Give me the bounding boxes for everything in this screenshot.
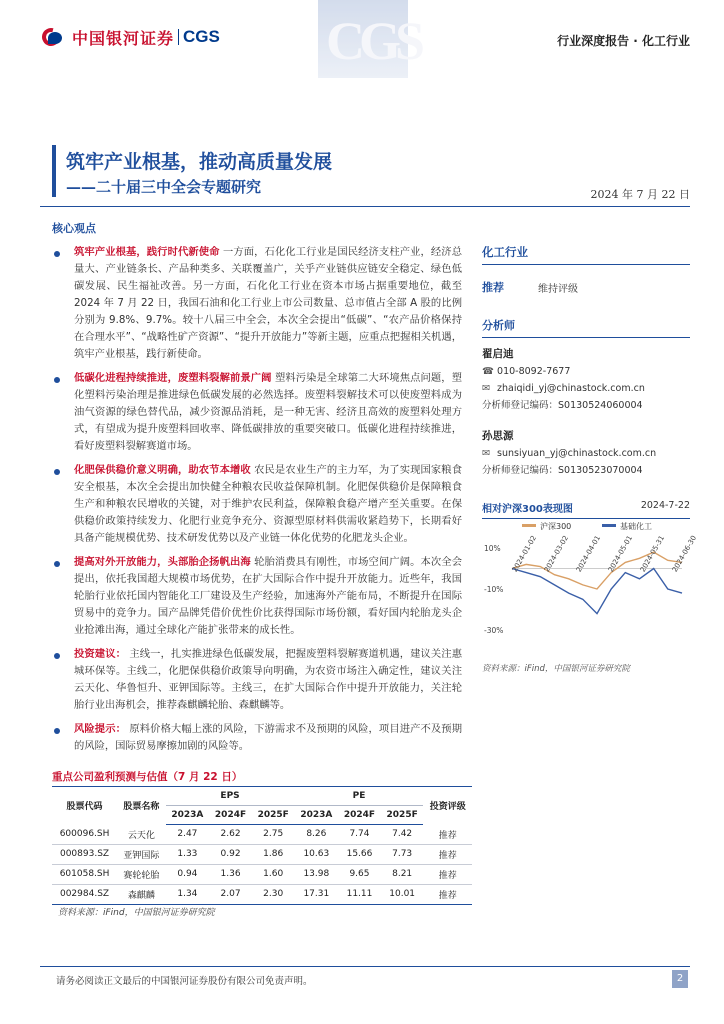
header-watermark — [318, 0, 420, 78]
analyst-name: 翟启迪 — [482, 348, 514, 360]
cell-pe: 8.21 — [381, 864, 424, 884]
cell-eps: 2.47 — [166, 825, 210, 845]
title-divider — [40, 206, 690, 207]
cell-eps: 1.60 — [252, 864, 295, 884]
cell-eps: 1.33 — [166, 844, 210, 864]
legend-swatch — [522, 524, 536, 527]
bullet-lead: 提高对外开放能力，头部胎企扬帆出海 — [74, 556, 251, 568]
watermark-text: CGS — [326, 11, 420, 71]
cell-eps: 1.86 — [252, 844, 295, 864]
mail-icon: ✉ — [482, 448, 490, 459]
earnings-forecast-table — [52, 786, 472, 905]
footer-divider — [40, 966, 690, 967]
bullet-text: 原料价格大幅上涨的风险，下游需求不及预期的风险，项目进产不及预期的风险，国际贸易摩擦加剧的风险等。 — [74, 723, 463, 752]
cell-code: 601058.SH — [52, 864, 117, 884]
legend-label: 基础化工 — [620, 522, 652, 531]
table-row — [52, 864, 472, 884]
bullet-lead: 筑牢产业根基，践行时代新使命 — [74, 246, 220, 258]
cell-pe: 17.31 — [295, 884, 339, 904]
cell-name: 森麒麟 — [117, 884, 165, 904]
cell-pe: 10.01 — [381, 884, 424, 904]
bullet-text: 轮胎消费具有刚性，市场空间广阔。本次全会提出，依托我国超大规模市场优势，在扩大国际合作中提升开放能力。近些年，我国轮胎行业依托国内智能化工厂建设及生产经验，加速海外产能布局，不断提升在国际贸易中的竞争力。国产品牌凭借价优性价比获得国际市场份额，看好国内轮胎龙头企业抢滩出海，通过全球化产能扩张带来的成长性。 — [74, 556, 462, 636]
analyst-email[interactable]: sunsiyuan_yj@chinastock.com.cn — [497, 448, 657, 459]
chart-source: 资料来源：iFind，中国银河证券研究院 — [482, 664, 630, 674]
col-header-pe: PE — [295, 787, 424, 806]
col-header-year: 2025F — [381, 806, 424, 825]
bullet-lead: 风险提示： — [74, 723, 126, 735]
legend-swatch — [602, 524, 616, 527]
cell-eps: 0.92 — [209, 844, 252, 864]
col-header-year: 2024F — [209, 806, 252, 825]
x-tick-label: 2024-05-01 — [606, 534, 635, 574]
bullet-lead: 化肥保供稳价意义明确，助农节本增收 — [74, 464, 251, 476]
col-header-year: 2024F — [338, 806, 381, 825]
analyst-phone-row — [482, 363, 690, 380]
cell-pe: 10.63 — [295, 844, 339, 864]
core-bullet — [52, 721, 462, 755]
col-header-year: 2023A — [166, 806, 210, 825]
report-title: 筑牢产业根基，推动高质量发展 — [66, 151, 333, 173]
report-type-label: 行业深度报告 · 化工行业 — [557, 34, 690, 48]
cell-code: 600096.SH — [52, 825, 117, 845]
rating-row — [482, 279, 690, 295]
table-heading: 重点公司盈利预测与估值（7 月 22 日） — [52, 771, 243, 783]
cell-eps: 1.34 — [166, 884, 210, 904]
analyst-phone: 010-8092-7677 — [497, 366, 571, 377]
cell-rating: 推荐 — [423, 825, 472, 845]
analyst-heading: 分析师 — [482, 317, 690, 338]
logo-divider — [178, 29, 179, 45]
core-bullet — [52, 370, 462, 455]
analyst-email-row — [482, 380, 690, 397]
cell-pe: 7.42 — [381, 825, 424, 845]
cell-eps: 2.62 — [209, 825, 252, 845]
cell-pe: 7.74 — [338, 825, 381, 845]
analyst-email[interactable]: zhaiqidi_yj@chinastock.com.cn — [497, 383, 645, 394]
page-number: 2 — [672, 970, 688, 988]
core-bullet — [52, 462, 462, 547]
cell-name: 云天化 — [117, 825, 165, 845]
sidebar — [482, 244, 690, 479]
cell-eps: 0.94 — [166, 864, 210, 884]
col-header-year: 2025F — [252, 806, 295, 825]
table-row — [52, 825, 472, 845]
analyst-cert: 分析师登记编码：S0130523070004 — [482, 465, 643, 476]
y-tick-label: -10% — [484, 585, 504, 594]
y-tick-label: -30% — [484, 626, 504, 635]
page-header — [0, 0, 724, 80]
bullet-text: 塑料污染是全球第二大环境焦点问题，塑化塑料污染治理是推进绿色低碳发展的必然选择。废塑料裂解技术可以使废塑料成为油气资源的绿色替代品，减少资源品消耗，是一种无害、经济且高效的废塑料处理方式，有望成为提升废塑料回收率、降低碳排放的重要突破口。低碳化进程持续推进，看好废塑料裂解赛道市场。 — [74, 372, 462, 452]
cell-eps: 2.30 — [252, 884, 295, 904]
cell-pe: 13.98 — [295, 864, 339, 884]
chart-date: 2024-7-22 — [640, 500, 690, 511]
title-accent-bar — [52, 145, 56, 197]
col-header-year: 2023A — [295, 806, 339, 825]
analyst-card — [482, 428, 690, 479]
phone-icon: ☎ — [482, 366, 494, 377]
analyst-cert: 分析师登记编码：S0130524060004 — [482, 400, 643, 411]
rating-value: 维持评级 — [538, 283, 578, 295]
cell-eps: 1.36 — [209, 864, 252, 884]
cell-eps: 2.07 — [209, 884, 252, 904]
relative-performance-chart — [482, 518, 699, 658]
report-date: 2024 年 7 月 22 日 — [590, 188, 690, 201]
analyst-email-row — [482, 445, 690, 462]
rating-label: 推荐 — [482, 281, 504, 294]
y-tick-label: 10% — [484, 544, 501, 553]
logo-chinese-text: 中国银河证券 — [72, 28, 175, 48]
cell-name: 亚钾国际 — [117, 844, 165, 864]
table-source: 资料来源：iFind，中国银河证券研究院 — [58, 908, 215, 918]
core-view-body — [52, 244, 462, 762]
cell-eps: 2.75 — [252, 825, 295, 845]
bullet-lead: 投资建议： — [74, 648, 126, 660]
cell-rating: 推荐 — [423, 844, 472, 864]
cell-rating: 推荐 — [423, 864, 472, 884]
chart-title: 相对沪深300表现图 — [482, 504, 573, 515]
x-tick-label: 2024-04-01 — [574, 534, 603, 574]
cell-pe: 11.11 — [338, 884, 381, 904]
cell-code: 002984.SZ — [52, 884, 117, 904]
analyst-name: 孙思源 — [482, 430, 514, 442]
x-tick-label: 2024-01-02 — [510, 534, 539, 574]
core-bullet — [52, 554, 462, 639]
table-row — [52, 884, 472, 904]
x-tick-label: 2024-06-30 — [670, 534, 699, 574]
col-header-eps: EPS — [166, 787, 295, 806]
x-tick-label: 2024-05-31 — [638, 534, 667, 574]
bullet-lead: 低碳化进程持续推进，废塑料裂解前景广阔 — [74, 372, 272, 384]
cell-pe: 7.73 — [381, 844, 424, 864]
col-header-name: 股票名称 — [117, 787, 165, 825]
cell-code: 000893.SZ — [52, 844, 117, 864]
series-line — [512, 569, 682, 614]
bullet-text: 一方面，石化化工行业是国民经济支柱产业，经济总量大、产业链条长、产品种类多、关联覆盖广，关乎产业链供应链安全稳定、绿色低碳发展、民生福祉改善。另一方面，石化化工行业在资本市场占据重要地位，截至 2024 年 7 月 22 日，我国石油和化工行业上市公司数量、总市值占全部 A 股的比例分别为 9.8%、9.7%。较十八届三中全会，本次全会提出“低碳”、“农产品价格保持在合理水平”、“战略性矿产资源”、“提升开放能力”等新主题，应重点把握相关机遇，筑牢产业根基，践行新使命。 — [74, 246, 463, 360]
industry-heading: 化工行业 — [482, 244, 690, 265]
cell-rating: 推荐 — [423, 884, 472, 904]
cell-pe: 15.66 — [338, 844, 381, 864]
legend-label: 沪深300 — [540, 522, 572, 531]
cell-name: 赛轮轮胎 — [117, 864, 165, 884]
core-bullet — [52, 244, 462, 363]
table-row — [52, 844, 472, 864]
report-subtitle: ——二十届三中全会专题研究 — [66, 178, 262, 196]
analyst-card — [482, 346, 690, 414]
core-view-heading: 核心观点 — [52, 222, 96, 235]
col-header-code: 股票代码 — [52, 787, 117, 825]
core-bullet — [52, 646, 462, 714]
x-tick-label: 2024-03-02 — [542, 534, 571, 574]
cell-pe: 8.26 — [295, 825, 339, 845]
footer-disclaimer: 请务必阅读正文最后的中国银河证券股份有限公司免责声明。 — [56, 976, 313, 987]
mail-icon: ✉ — [482, 383, 490, 394]
chart-heading-row — [482, 500, 690, 519]
company-logo — [40, 24, 220, 50]
series-line — [512, 552, 682, 589]
col-header-rating: 投资评级 — [423, 787, 472, 825]
bullet-text: 农民是农业生产的主力军，为了实现国家粮食安全根基，本次全会提出加快健全种粮农民收益保障机制。化肥保供稳价是保障粮食生产和种粮农民增收的关键，对于维护农民利益，保障粮食稳产增产至关重要。在保供稳价政策持续发力、化肥行业竞争充分、资源型原材料供需收紧趋势下，长期看好具备产能规模优势、技术研发优势以及产业链一体化优势的化肥龙头企业。 — [74, 464, 462, 544]
cgs-logo-icon — [40, 24, 66, 50]
logo-english-text: CGS — [183, 27, 220, 46]
bullet-text: 主线一，扎实推进绿色低碳发展，把握废塑料裂解赛道机遇，建议关注惠城环保等。主线二，化肥保供稳价政策导向明确，为农资市场注入确定性，建议关注云天化、华鲁恒升、亚钾国际等。主线三，在扩大国际合作中提升开放能力，关注轮胎行业出海机会，推荐森麒麟轮胎、森麒麟等。 — [74, 648, 463, 711]
cell-pe: 9.65 — [338, 864, 381, 884]
